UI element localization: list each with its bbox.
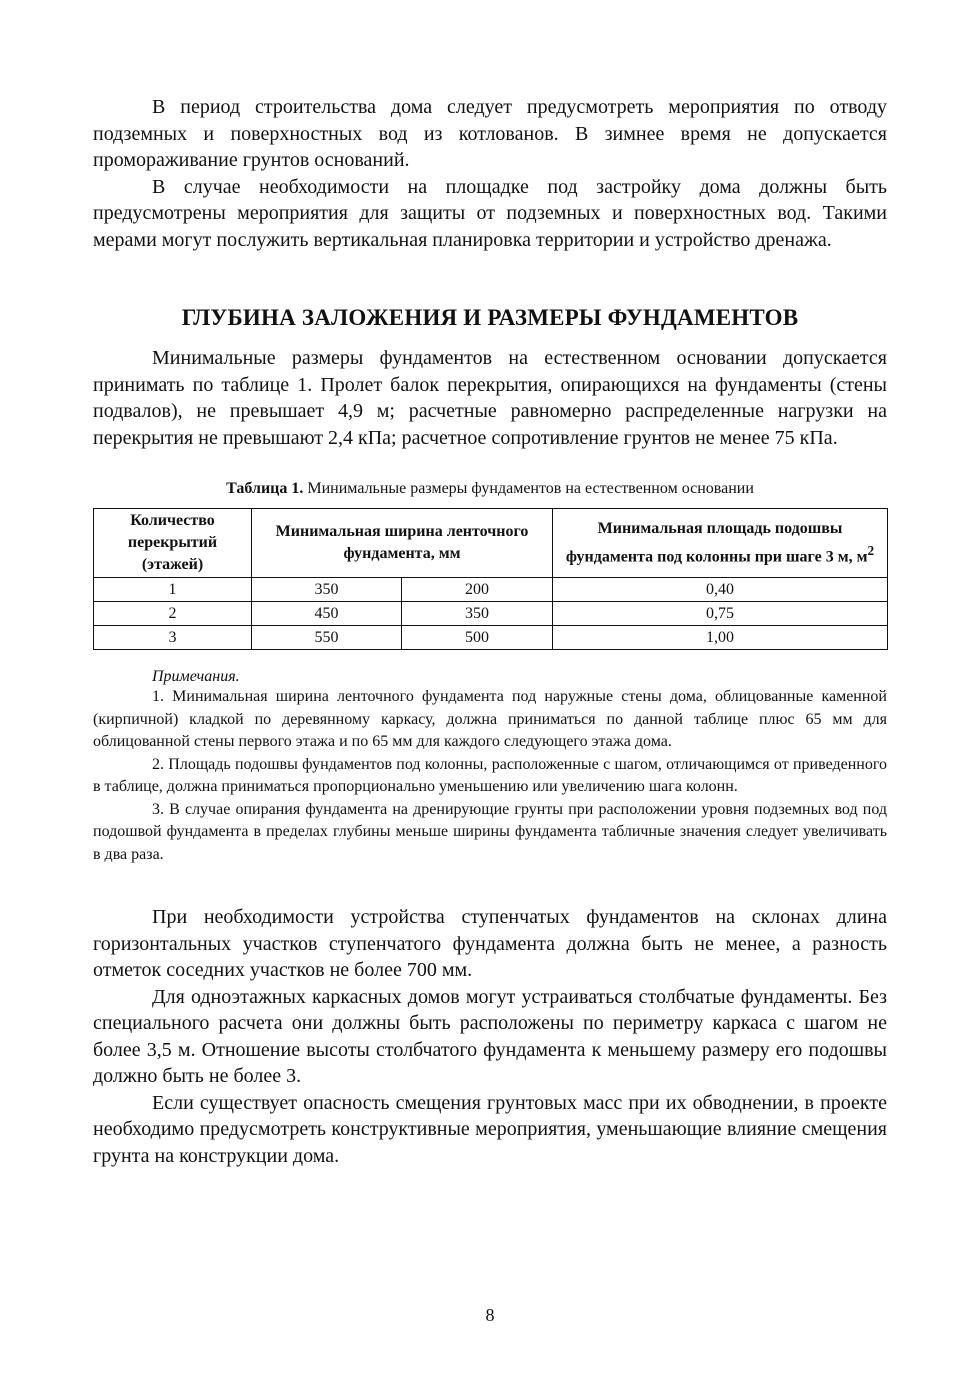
- notes-block: [93, 668, 887, 866]
- cell-area: 0,75: [553, 602, 888, 626]
- header-column-area: [553, 509, 888, 578]
- table-caption-text: Минимальные размеры фундаментов на естественном основании: [303, 480, 754, 497]
- cell-floors: 2: [94, 602, 252, 626]
- closing-paragraph-1: При необходимости устройства ступенчатых фундаментов на склонах длина горизонтальных участков ступенчатого фундамента должна быть не менее, а разность отметок соседних участков не более 700 мм.: [93, 906, 887, 981]
- note-3: 3. В случае опирания фундамента на дренирующие грунты при расположении уровня подземных вод под подошвой фундамента в пределах глубины меньше ширины фундамента табличные значения следует увеличивать в два раза.: [93, 800, 887, 863]
- page-number: 8: [485, 1305, 495, 1325]
- table-row: [94, 602, 888, 626]
- header-column-area-sup: 2: [867, 542, 875, 558]
- table-header-row: [94, 509, 888, 578]
- cell-floors: 1: [94, 578, 252, 602]
- closing-paragraph-3: Если существует опасность смещения грунтовых масс при их обводнении, в проекте необходимо предусмотреть конструктивные мероприятия, уменьшающие влияние смещения грунта на конструкции дома.: [93, 1091, 887, 1167]
- notes-title: Примечания.: [152, 668, 240, 685]
- header-column-area-text: Минимальная площадь подошвы фундамента под колонны при шаге 3 м, м: [565, 519, 868, 566]
- cell-width-b: 200: [402, 578, 553, 602]
- closing-block: [93, 904, 887, 1169]
- cell-width-a: 450: [252, 602, 402, 626]
- cell-area: 0,40: [553, 578, 888, 602]
- section-paragraph: Минимальные размеры фундаментов на естественном основании допускается принимать по таблице 1. Пролет балок перекрытия, опирающихся на фундаменты (стены подвалов), не превышает 4,9 м; расчетные равномерно распределенные нагрузки на перекрытия не превышают 2,4 кПа; расчетное сопротивление грунтов не менее 75 кПа.: [93, 347, 887, 449]
- intro-block: [93, 94, 887, 253]
- intro-paragraph-2: В случае необходимости на площадке под застройку дома должны быть предусмотрены мероприятия для защиты от подземных и поверхностных вод. Такими мерами могут послужить вертикальная планировка территории и устройство дренажа.: [93, 175, 887, 251]
- cell-width-b: 500: [402, 626, 553, 650]
- cell-width-a: 350: [252, 578, 402, 602]
- table-caption: [93, 480, 887, 498]
- cell-width-b: 350: [402, 602, 553, 626]
- cell-width-a: 550: [252, 626, 402, 650]
- cell-floors: 3: [94, 626, 252, 650]
- cell-area: 1,00: [553, 626, 888, 650]
- header-floors: Количество перекрытий (этажей): [94, 509, 252, 578]
- document-page: [93, 94, 887, 1169]
- table-row: [94, 626, 888, 650]
- foundation-size-table: [93, 508, 888, 650]
- section-heading: ГЛУБИНА ЗАЛОЖЕНИЯ И РАЗМЕРЫ ФУНДАМЕНТОВ: [181, 305, 799, 330]
- note-2: 2. Площадь подошвы фундаментов под колонны, расположенные с шагом, отличающимся от приведенного в таблице, должна приниматься пропорционально уменьшению или увеличению шага колонн.: [93, 755, 887, 795]
- intro-paragraph-1: В период строительства дома следует предусмотреть мероприятия по отводу подземных и поверхностных вод из котлованов. В зимнее время не допускается промораживание грунтов оснований.: [93, 96, 887, 171]
- table-row: [94, 578, 888, 602]
- header-strip-width: Минимальная ширина ленточного фундамента, мм: [252, 509, 553, 578]
- note-1: 1. Минимальная ширина ленточного фундамента под наружные стены дома, облицованные каменной (кирпичной) кладкой по деревянному каркасу, должна приниматься по данной таблице плюс 65 мм для облицованной стены первого этажа и по 65 мм для каждого следующего этажа дома.: [93, 688, 887, 750]
- table-caption-label: Таблица 1.: [226, 480, 304, 497]
- closing-paragraph-2: Для одноэтажных каркасных домов могут устраиваться столбчатые фундаменты. Без специального расчета они должны быть расположены по периметру каркаса с шагом не более 3,5 м. Отношение высоты столбчатого фундамента к меньшему размеру его подошвы должно быть не более 3.: [93, 985, 887, 1087]
